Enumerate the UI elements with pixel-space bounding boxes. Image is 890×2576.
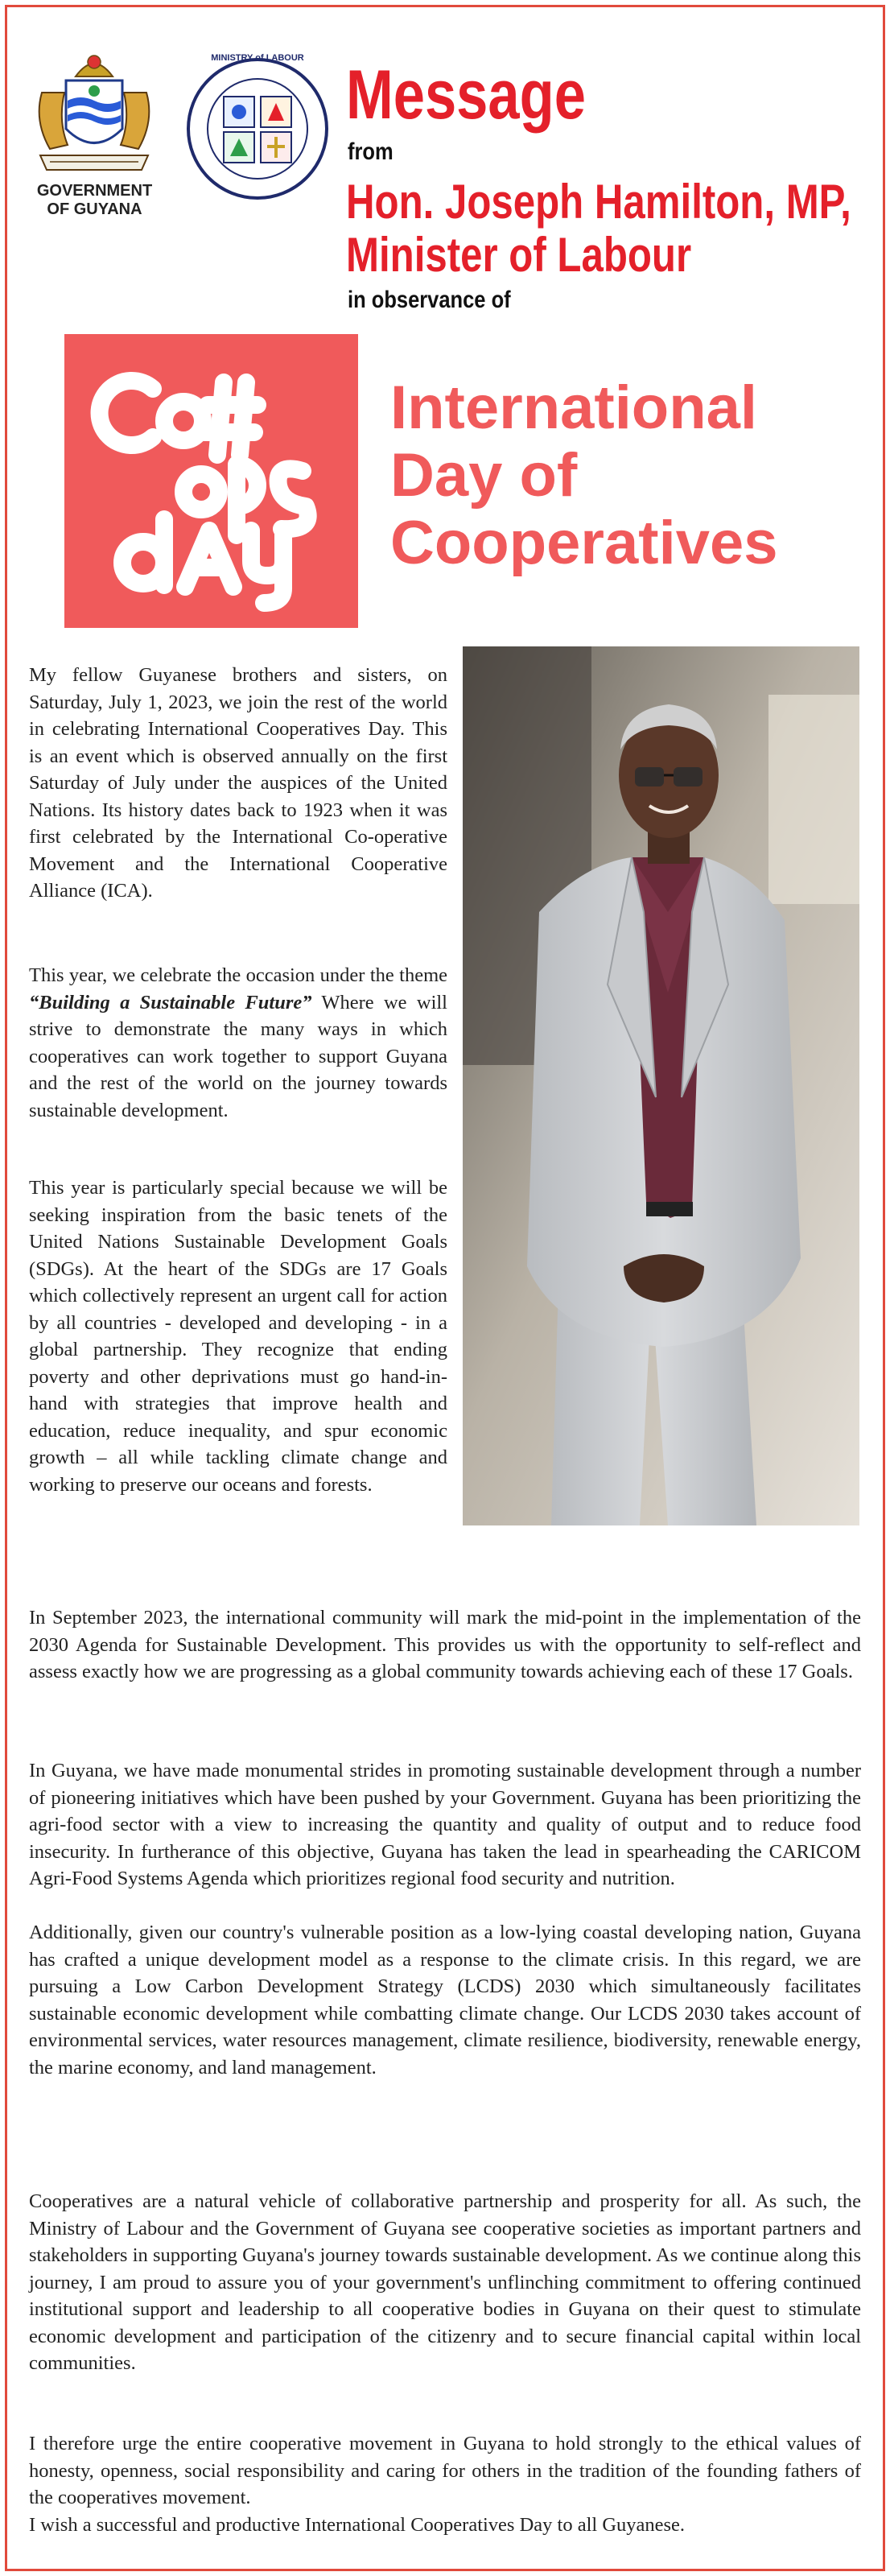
event-title [390, 374, 778, 577]
minister-name [346, 175, 851, 282]
observance-text: in observance of [348, 287, 511, 313]
paragraph-2-rest: Where we will strive to demonstrate the many ways in which cooperatives can work together to support Guyana and the rest of the world on the journey towards sustainable development. [29, 991, 447, 1121]
event-title-line3: Cooperatives [390, 509, 778, 577]
ministry-of-labour-seal [185, 53, 330, 201]
minister-name-line1: Hon. Joseph Hamilton, MP, [346, 175, 851, 229]
minister-title-line2: Minister of Labour [346, 228, 692, 282]
ministry-seal-text: MINISTRY of LABOUR [211, 53, 304, 63]
minister-photo [463, 646, 859, 1525]
event-title-line1: International [390, 374, 758, 442]
paragraph-3: This year is particularly special because we will be seeking inspiration from the basic tenets of the United Nations Sustainable Development Goals (SDGs). At the heart of the SDGs are 17 Goals which collectively represent an urgent call for action by all countries - developed and developing - in a global partnership. They recognize that ending poverty and other deprivations must go hand-in-hand with strategies that improve health and education, reduce inequality, and spur economic growth – all while tackling climate change and working to preserve our oceans and forests. [29, 1177, 447, 1496]
event-title-line2: Day of [390, 441, 578, 510]
paragraph-6: Additionally, given our country's vulnerable position as a low-lying coastal developing nation, Guyana has crafted a unique development model as a response to the climate crisis. In this regard, we are pursuing a Low Carbon Development Strategy (LCDS) 2030 which simultaneously facilitates sustainable economic development while combatting climate change. Our LCDS 2030 takes account of environmental services, water resources management, climate resilience, biodiversity, renewable energy, the marine economy, and land management. [29, 1922, 861, 2079]
paragraph-2 [29, 962, 447, 1124]
paragraph-5: In Guyana, we have made monumental strides in promoting sustainable development through a number of pioneering initiatives which have been pushed by your Government. Guyana has been prioritizing the agri-food sector with a view to increasing the quantity and quality of output and to reduce food insecurity. In furtherance of this objective, Guyana has taken the lead in spearheading the CARICOM Agri-Food Systems Agenda which prioritizes regional food security and nutrition. [29, 1760, 861, 1889]
coops-day-logo [64, 334, 358, 628]
paragraph-4: In September 2023, the international community will mark the mid-point in the implementation of the 2030 Agenda for Sustainable Development. This provides us with the opportunity to self-reflect and assess exactly how we are progressing as a global community towards achieving each of these 17 Goals. [29, 1607, 861, 1682]
paragraph-8: I therefore urge the entire cooperative movement in Guyana to hold strongly to the ethical values of honesty, openness, social responsibility and caring for others in the tradition of the founding fathers of the cooperatives movement. [29, 2433, 861, 2508]
paragraph-1: My fellow Guyanese brothers and sisters, on Saturday, July 1, 2023, we join the rest of the world in celebrating International Cooperatives Day. This is an event which is observed annually on the first Saturday of July under the auspices of the United Nations. Its history dates back to 1923 when it was first celebrated by the International Co-operative Movement and the International Cooperative Alliance (ICA). [29, 664, 447, 902]
theme-title: “Building a Sustainable Future” [29, 991, 312, 1013]
paragraph-9: I wish a successful and productive International Cooperatives Day to all Guyanese. [29, 2514, 686, 2536]
government-label: GOVERNMENT OF GUYANA [36, 182, 153, 218]
paragraph-2-intro: This year, we celebrate the occasion under the theme [29, 964, 447, 986]
paragraph-7: Cooperatives are a natural vehicle of collaborative partnership and prosperity for all. As such, the Ministry of Labour and the Government of Guyana see cooperative societies as important partners and stakeholders in supporting Guyana's journey towards sustainable development. As we continue along this journey, I am proud to assure you of your government's unflinching commitment to offering continued institutional support and leadership to all cooperative bodies in Guyana on their quest to stimulate economic development and participation of the citizenry and to secure financial capital within local communities. [29, 2190, 861, 2374]
headline-message: Message [346, 56, 586, 134]
headline-from: from [348, 138, 393, 165]
